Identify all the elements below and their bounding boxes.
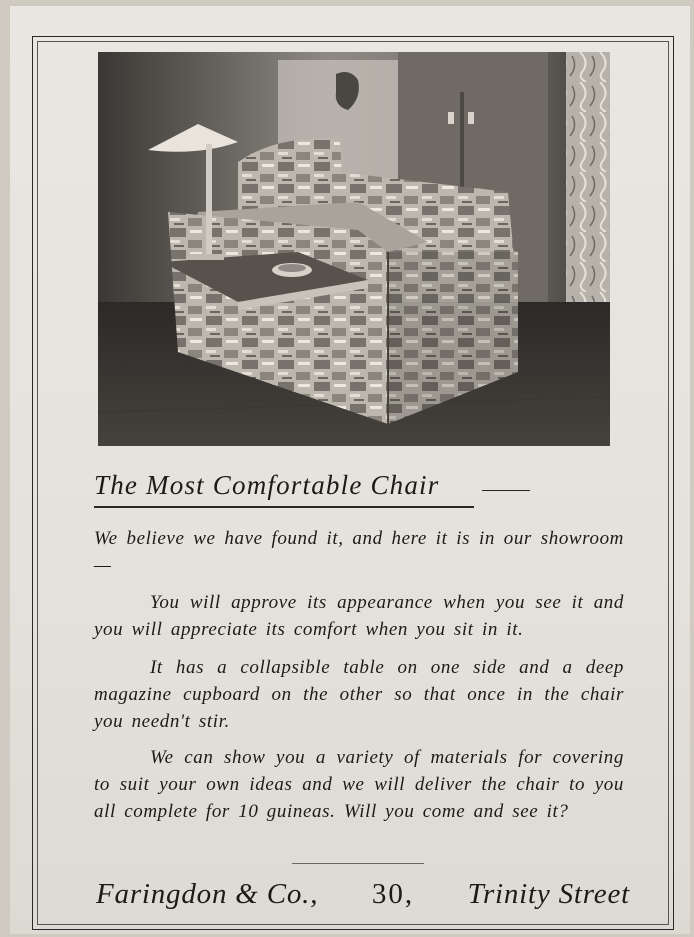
advert-paragraph-4: We can show you a variety of materials for covering to suit your own ideas and we will deliver the chair to you all complete for 10 guineas. Will you come and see it? [94, 747, 624, 822]
armchair-photo-illustration [98, 52, 610, 446]
advert-paragraph-3: It has a collapsible table on one side and a deep magazine cupboard on the other so that once in the chair you needn't stir. [94, 657, 624, 732]
magazine-page [10, 6, 690, 934]
street-number: 30, [371, 878, 415, 910]
advert-headline: The Most Comfortable Chair [94, 470, 440, 500]
armchair-photograph [98, 52, 610, 446]
headline-dash [482, 490, 530, 491]
street-name: Trinity Street [467, 878, 630, 910]
advert-footer [96, 878, 630, 911]
advert-paragraph-1: We believe we have found it, and here it is in our showroom— [94, 528, 624, 576]
company-name: Faringdon & Co., [96, 878, 319, 910]
headline-underline [94, 506, 474, 508]
advert-paragraph-2: You will approve its appearance when you see it and you will appreciate its comfort when you sit in it. [94, 592, 624, 640]
footer-divider [292, 863, 424, 864]
